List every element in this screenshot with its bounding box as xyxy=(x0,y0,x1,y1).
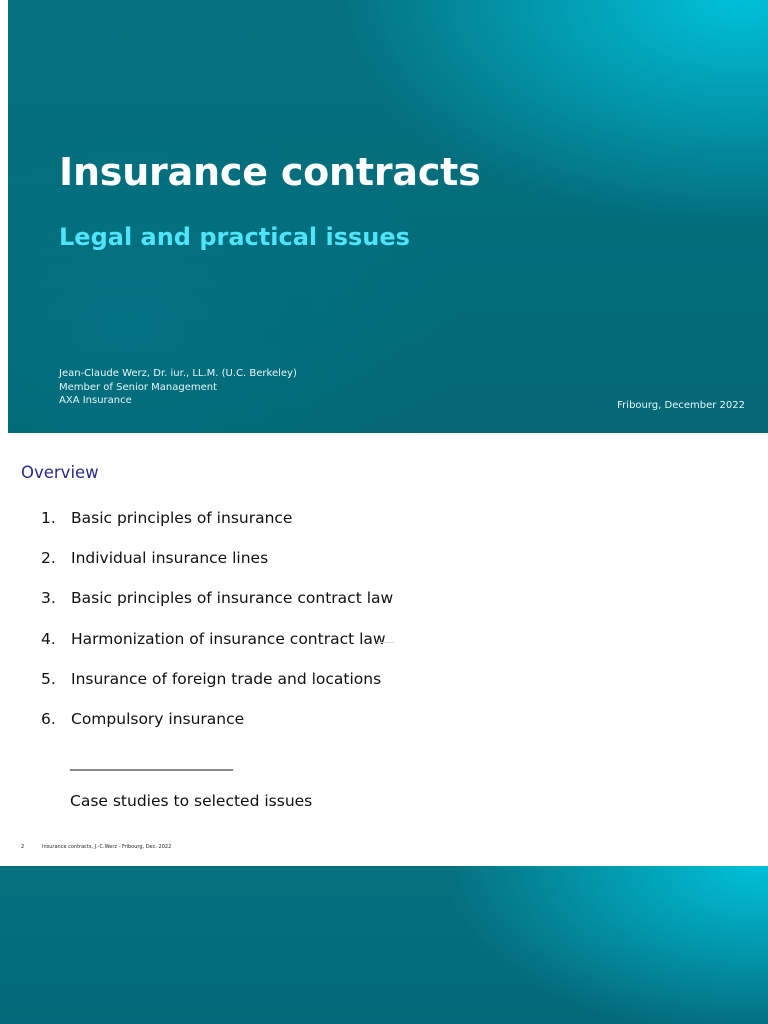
agenda-item xyxy=(41,509,393,549)
agenda-item xyxy=(41,549,393,589)
agenda-label: Basic principles of insurance contract law xyxy=(71,589,394,608)
place-date: Fribourg, December 2022 xyxy=(617,400,745,411)
author-position: Member of Senior Management xyxy=(59,381,218,393)
agenda-label: Compulsory insurance xyxy=(71,709,245,728)
author-block xyxy=(59,367,297,408)
agenda-number: 3. xyxy=(41,589,56,608)
next-slide-background xyxy=(0,866,768,1024)
agenda-number: 2. xyxy=(41,549,56,568)
agenda-number: 4. xyxy=(41,629,56,648)
agenda-item xyxy=(41,670,393,710)
agenda-number: 5. xyxy=(41,669,56,688)
agenda-number: 1. xyxy=(41,509,56,527)
agenda-list xyxy=(41,509,393,750)
title-slide xyxy=(8,0,768,433)
slide-subtitle: Legal and practical issues xyxy=(59,223,410,251)
overview-slide xyxy=(0,433,768,866)
author-name: Jean-Claude Werz, Dr. iur., LL.M. (U.C. Berkeley) xyxy=(59,368,297,379)
footer-text: Insurance contracts, J.-C.Werz - Fribourg, Dec. 2022 xyxy=(42,844,172,850)
agenda-item xyxy=(41,710,393,750)
slide-footer xyxy=(21,844,171,850)
agenda-item xyxy=(41,630,393,670)
agenda-label: Basic principles of insurance xyxy=(71,509,293,527)
slide-title: Insurance contracts xyxy=(59,150,481,194)
separator-line: ___________________________ xyxy=(70,755,232,771)
agenda-label: Insurance of foreign trade and locations xyxy=(71,669,382,688)
agenda-label: Harmonization of insurance contract law xyxy=(71,629,386,648)
page-number: 2 xyxy=(21,844,25,850)
agenda-label: Individual insurance lines xyxy=(71,549,269,568)
agenda-item xyxy=(41,589,393,629)
faint-divider xyxy=(377,642,394,643)
case-studies-item: Case studies to selected issues xyxy=(70,792,313,810)
agenda-number: 6. xyxy=(41,709,56,728)
author-company: AXA Insurance xyxy=(59,395,132,406)
overview-heading: Overview xyxy=(21,463,99,482)
